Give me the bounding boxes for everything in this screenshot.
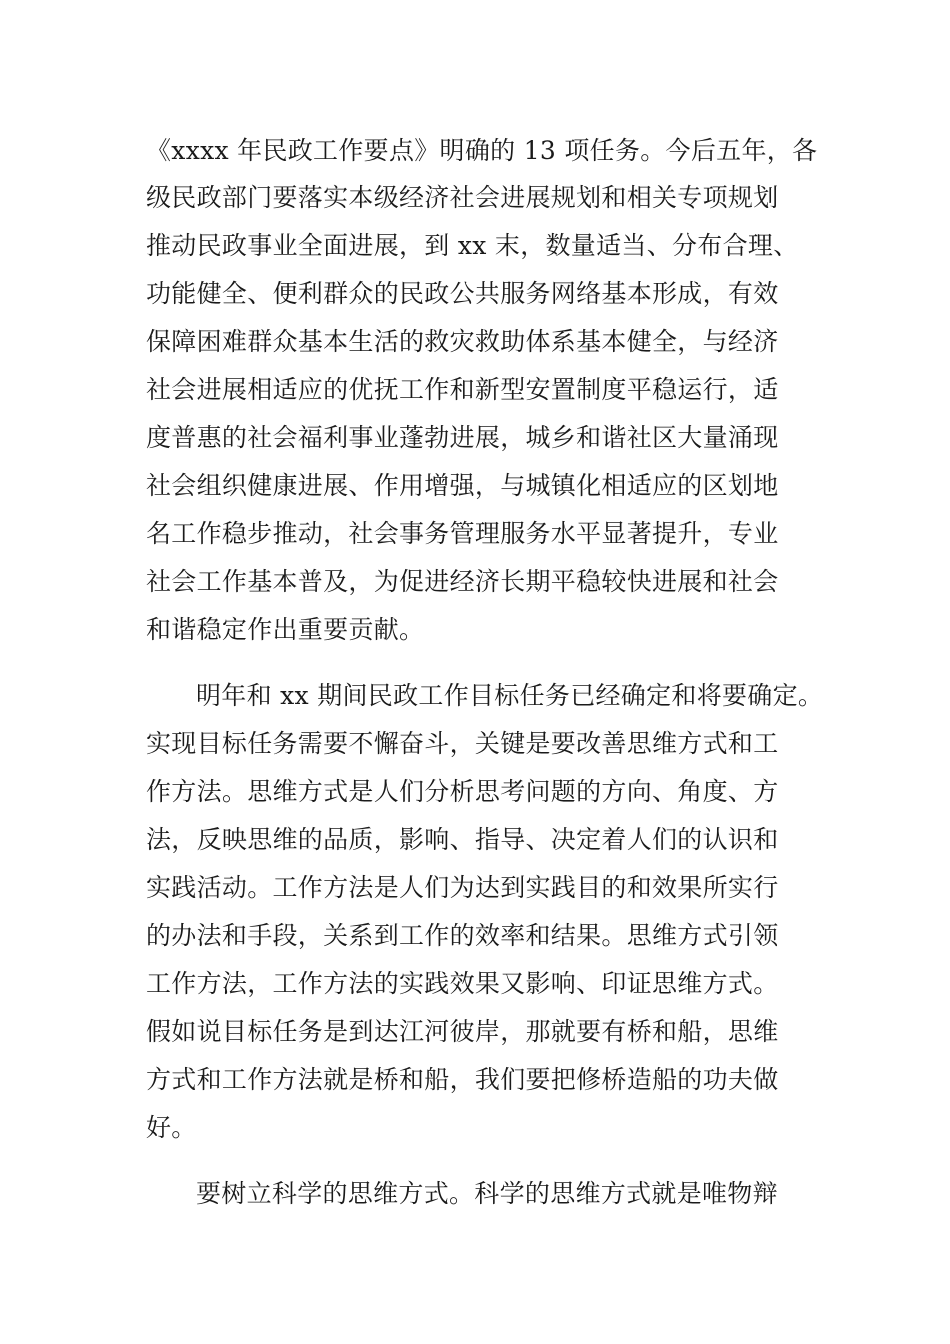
paragraph-first-line: 要树立科学的思维方式。科学的思维方式就是唯物辩: [196, 1179, 778, 1208]
text-line: 社会组织健康进展、作用增强，与城镇化相适应的区划地: [146, 471, 779, 500]
text-line: 实践活动。工作方法是人们为达到实践目的和效果所实行: [146, 873, 779, 902]
text-line: 级民政部门要落实本级经济社会进展规划和相关专项规划: [146, 183, 779, 212]
text-line: 好。: [146, 1113, 197, 1142]
text-line: 实现目标任务需要不懈奋斗，关键是要改善思维方式和工: [146, 729, 779, 758]
text-line: 假如说目标任务是到达江河彼岸，那就要有桥和船，思维: [146, 1017, 779, 1046]
text-line: 法，反映思维的品质，影响、指导、决定着人们的认识和: [146, 825, 779, 854]
text-line: 名工作稳步推动，社会事务管理服务水平显著提升，专业: [146, 519, 779, 548]
text-line: 推动民政事业全面进展，到 xx 末，数量适当、分布合理、: [146, 231, 799, 260]
text-line: 的办法和手段，关系到工作的效率和结果。思维方式引领: [146, 921, 779, 950]
paragraph-first-line: 明年和 xx 期间民政工作目标任务已经确定和将要确定。: [196, 681, 824, 710]
text-line: 作方法。思维方式是人们分析思考问题的方向、角度、方: [146, 777, 779, 806]
text-line: 和谐稳定作出重要贡献。: [146, 615, 425, 644]
text-line: 方式和工作方法就是桥和船，我们要把修桥造船的功夫做: [146, 1065, 779, 1094]
text-line: 社会进展相适应的优抚工作和新型安置制度平稳运行，适: [146, 375, 779, 404]
text-line: 社会工作基本普及，为促进经济长期平稳较快进展和社会: [146, 567, 779, 596]
text-line: 《xxxx 年民政工作要点》明确的 13 项任务。今后五年，各: [146, 136, 818, 165]
text-line: 保障困难群众基本生活的救灾救助体系基本健全，与经济: [146, 327, 779, 356]
text-line: 功能健全、便利群众的民政公共服务网络基本形成，有效: [146, 279, 779, 308]
text-line: 度普惠的社会福利事业蓬勃进展，城乡和谐社区大量涌现: [146, 423, 779, 452]
text-line: 工作方法，工作方法的实践效果又影响、印证思维方式。: [146, 969, 779, 998]
